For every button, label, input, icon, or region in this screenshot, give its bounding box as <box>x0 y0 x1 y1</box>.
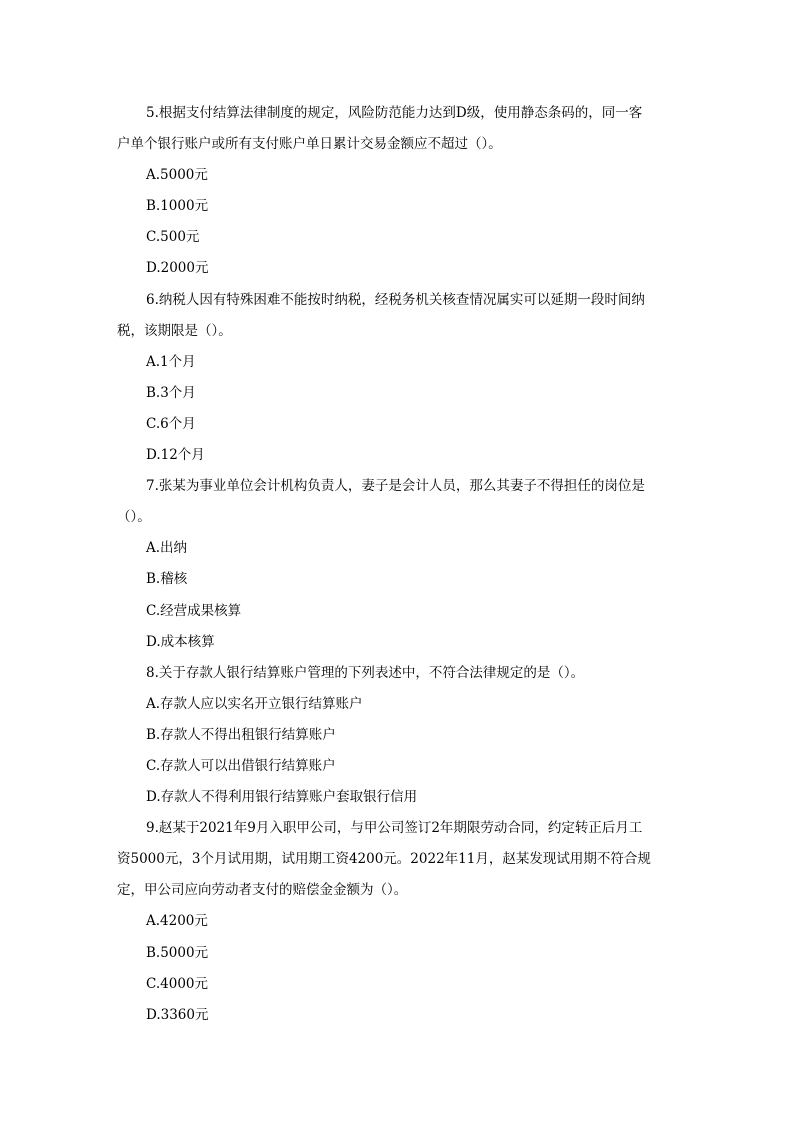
question-8-option-c: C.存款人可以出借银行结算账户 <box>146 757 336 774</box>
question-7-option-d: D.成本核算 <box>146 633 215 650</box>
question-9-stem-line-1: 9.赵某于2021年9月入职甲公司，与甲公司签订2年期限劳动合同，约定转正后月工 <box>146 820 643 837</box>
question-8-option-d: D.存款人不得利用银行结算账户套取银行信用 <box>146 789 418 806</box>
question-7-stem-line-2: （）。 <box>117 509 151 526</box>
question-9-stem-line-2: 资5000元，3个月试用期，试用期工资4200元。2022年11月，赵某发现试用期不符合规 <box>117 851 651 868</box>
question-5-option-a: A.5000元 <box>146 167 208 184</box>
question-8 <box>117 658 675 813</box>
question-7-option-c: C.经营成果核算 <box>146 602 242 619</box>
question-9-option-a: A.4200元 <box>146 913 208 930</box>
question-8-option-b: B.存款人不得出租银行结算账户 <box>146 726 336 743</box>
question-5-option-c: C.500元 <box>146 229 200 246</box>
question-7-stem-line-1: 7.张某为事业单位会计机构负责人，妻子是会计人员，那么其妻子不得担任的岗位是 <box>146 478 645 495</box>
question-9-stem-line-3: 定，甲公司应向劳动者支付的赔偿金金额为（）。 <box>117 882 408 899</box>
question-9 <box>117 813 675 1031</box>
question-5-option-d: D.2000元 <box>146 260 209 277</box>
question-5-stem-line-2: 户单个银行账户或所有支付账户单日累计交易金额应不超过（）。 <box>117 136 502 153</box>
question-8-stem-line-1: 8.关于存款人银行结算账户管理的下列表述中，不符合法律规定的是（）。 <box>146 664 585 681</box>
question-6-stem-line-1: 6.纳税人因有特殊困难不能按时纳税，经税务机关核查情况属实可以延期一段时间纳 <box>146 291 645 308</box>
question-8-option-a: A.存款人应以实名开立银行结算账户 <box>146 695 363 712</box>
question-6 <box>117 285 675 472</box>
question-9-option-d: D.3360元 <box>146 1006 209 1023</box>
question-9-option-c: C.4000元 <box>146 975 208 992</box>
question-6-option-a: A.1个月 <box>146 353 196 370</box>
question-5 <box>117 98 675 285</box>
question-7-option-a: A.出纳 <box>146 540 188 557</box>
question-7-option-b: B.稽核 <box>146 571 188 588</box>
question-5-option-b: B.1000元 <box>146 198 209 215</box>
question-6-option-c: C.6个月 <box>146 415 196 432</box>
question-9-option-b: B.5000元 <box>146 944 209 961</box>
question-list <box>117 98 675 1031</box>
question-5-stem-line-1: 5.根据支付结算法律制度的规定，风险防范能力达到D级，使用静态条码的，同一客 <box>146 105 643 121</box>
question-6-stem-line-2: 税，该期限是（）。 <box>117 322 232 339</box>
question-6-option-d: D.12个月 <box>146 447 205 464</box>
question-7 <box>117 471 675 658</box>
question-6-option-b: B.3个月 <box>146 384 196 401</box>
